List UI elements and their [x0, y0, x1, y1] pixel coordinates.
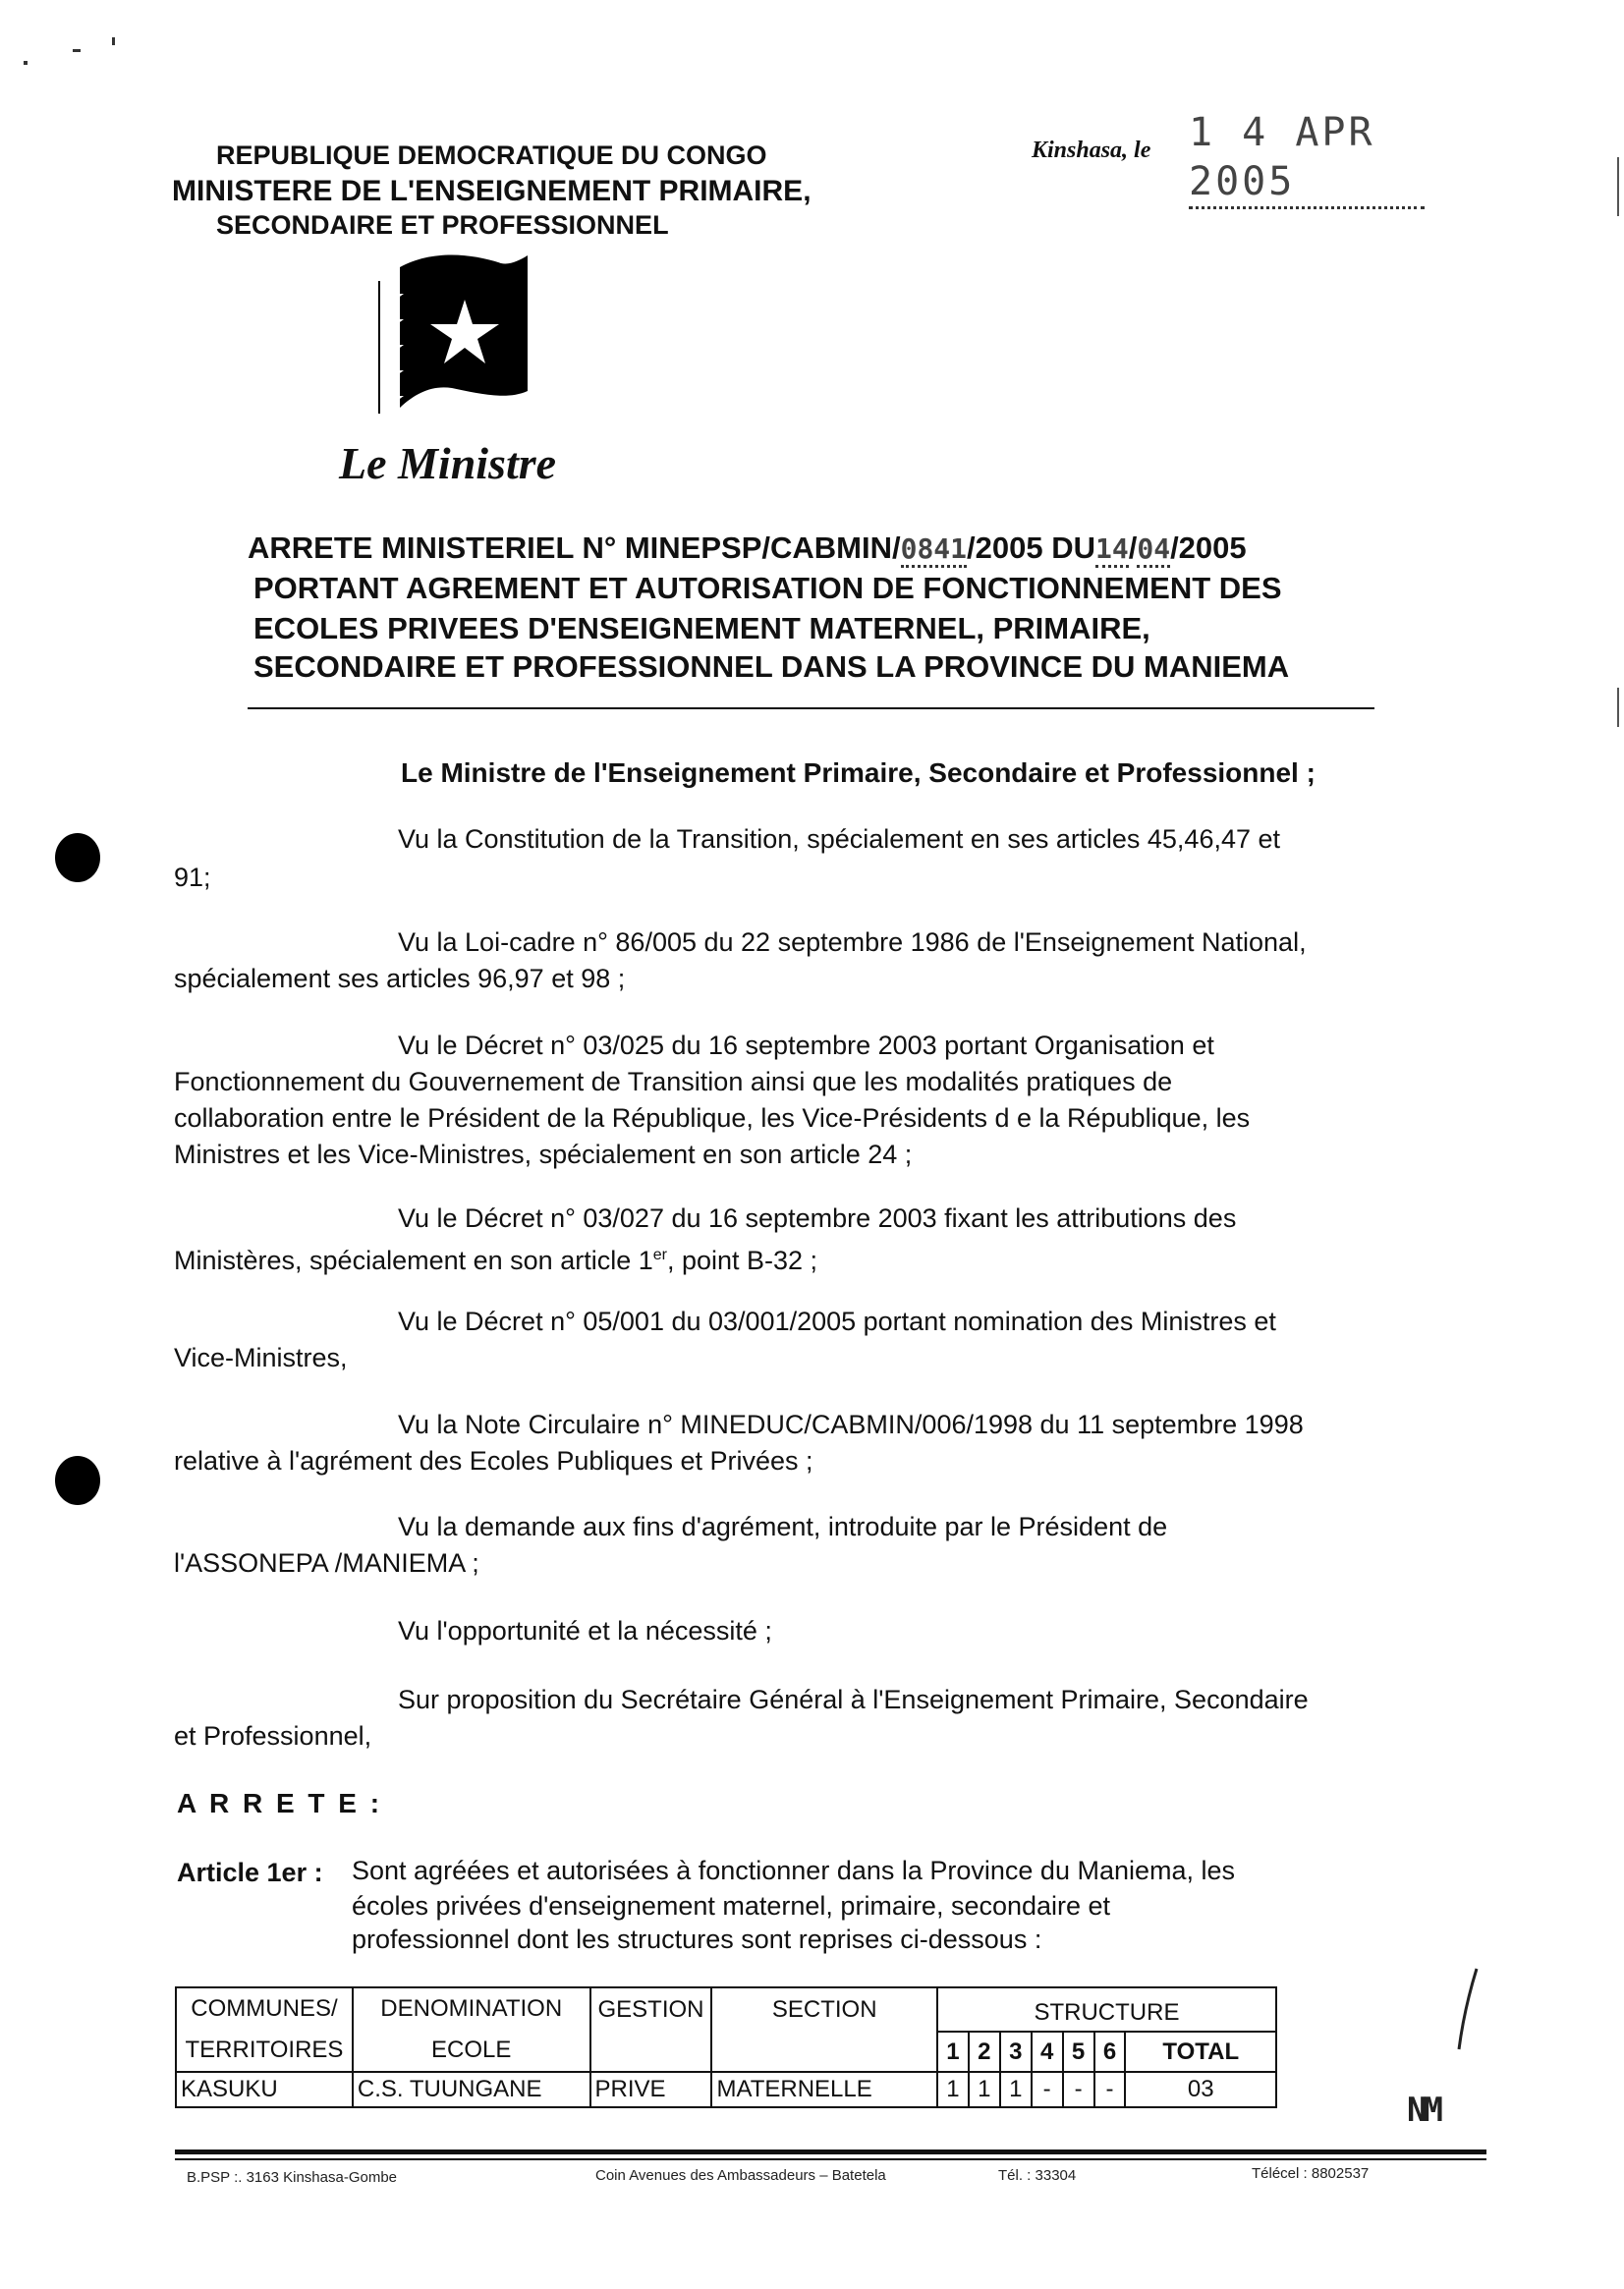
footer-telecel: Télécel : 8802537 — [1252, 2165, 1370, 2182]
visa-note-circulaire: Vu la Note Circulaire n° MINEDUC/CABMIN/006/1998 du 11 septembre 1998 relative à l'agrément des Ecoles Publiques et Privées ; — [174, 1410, 1304, 1476]
cell-section: MATERNELLE — [711, 2072, 936, 2107]
cell-level-2: 1 — [969, 2072, 1000, 2107]
republic-name: REPUBLIQUE DEMOCRATIQUE DU CONGO — [216, 140, 767, 170]
header-communes: COMMUNES/ TERRITOIRES — [176, 1987, 353, 2072]
scan-speck — [24, 61, 28, 65]
decree-title-line4: SECONDAIRE ET PROFESSIONNEL DANS LA PROVINCE DU MANIEMA — [253, 649, 1290, 684]
visa-demande: Vu la demande aux fins d'agrément, introduite par le Président de l'ASSONEPA /MANIEMA ; — [174, 1512, 1168, 1578]
ministry-name-2: SECONDAIRE ET PROFESSIONNEL — [216, 210, 669, 240]
footer-rule-thin — [175, 2158, 1486, 2160]
decree-month-handwritten: 04 — [1137, 532, 1170, 568]
header-denomination: DENOMINATION ECOLE — [353, 1987, 590, 2072]
article-1-text: Sont agréées et autorisées à fonctionner dans la Province du Maniema, les écoles privées d'enseignement maternel, primaire, secondaire et professionnel dont les structures sont reprises ci-dessous : — [352, 1856, 1236, 1954]
visa-proposition: Sur proposition du Secrétaire Général à l'Enseignement Primaire, Secondaire et Professionnel, — [174, 1685, 1309, 1751]
header-level-1: 1 — [937, 2032, 969, 2072]
header-level-3: 3 — [1000, 2032, 1032, 2072]
header-structure: STRUCTURE — [937, 1987, 1276, 2032]
cell-level-5: - — [1063, 2072, 1094, 2107]
visa-decret-03-027: Vu le Décret n° 03/027 du 16 septembre 2003 fixant les attributions des Ministères, spécialement en son article 1er, point B-32 ; — [174, 1203, 1237, 1275]
punch-hole — [55, 1456, 100, 1505]
visa-opportunite: Vu l'opportunité et la nécessité ; — [398, 1616, 772, 1646]
header-gestion: GESTION — [590, 1987, 712, 2072]
visa-decret-03-025: Vu le Décret n° 03/025 du 16 septembre 2003 portant Organisation et Fonctionnement du Gouvernement de Transition ainsi que les modalités pratiques de collaboration entre le Président de la République, les Vice-Présidents d e la République, les Ministres et les Vice-Ministres, spécialement en son article 24 ; — [174, 1031, 1251, 1169]
ministry-name: MINISTERE DE L'ENSEIGNEMENT PRIMAIRE, — [172, 175, 812, 207]
initials-handwritten: NM — [1407, 2091, 1439, 2130]
visa-constitution: Vu la Constitution de la Transition, spécialement en ses articles 45,46,47 et 91; — [174, 824, 1281, 892]
cell-gestion: PRIVE — [590, 2072, 712, 2107]
header-section: SECTION — [711, 1987, 936, 2072]
header-level-5: 5 — [1063, 2032, 1094, 2072]
decree-number-handwritten: 0841 — [901, 532, 967, 568]
place-label: Kinshasa, le — [1032, 138, 1151, 163]
cell-ecole: C.S. TUUNGANE — [353, 2072, 590, 2107]
arrete-heading: A R R E T E : — [177, 1788, 383, 1818]
initials-handwritten-mark — [1400, 1965, 1488, 2053]
header-level-6: 6 — [1094, 2032, 1126, 2072]
decree-title-line3: ECOLES PRIVEES D'ENSEIGNEMENT MATERNEL, PRIMAIRE, — [253, 611, 1150, 645]
header-total: TOTAL — [1125, 2032, 1276, 2072]
title-divider — [248, 707, 1374, 709]
scan-edge-mark — [1617, 157, 1619, 216]
cell-level-3: 1 — [1000, 2072, 1032, 2107]
header-level-4: 4 — [1032, 2032, 1063, 2072]
cell-total: 03 — [1125, 2072, 1276, 2107]
schools-structure-table — [175, 1986, 1277, 2108]
cell-level-6: - — [1094, 2072, 1126, 2107]
cell-commune: KASUKU — [176, 2072, 353, 2107]
intro-line: Le Ministre de l'Enseignement Primaire, Secondaire et Professionnel ; — [401, 757, 1316, 788]
date-handwritten: 1 4 APR 2005 — [1189, 108, 1425, 209]
cell-level-1: 1 — [937, 2072, 969, 2107]
scan-speck — [112, 37, 115, 45]
article-1-label: Article 1er : — [177, 1858, 323, 1887]
visa-decret-05-001: Vu le Décret n° 05/001 du 03/001/2005 portant nomination des Ministres et Vice-Ministres, — [174, 1307, 1276, 1372]
footer-bp: B.PSP :. 3163 Kinshasa-Gombe — [187, 2169, 398, 2186]
scan-edge-mark — [1617, 688, 1619, 727]
footer-rule-thick — [175, 2149, 1486, 2154]
drc-flag-emblem-icon — [378, 246, 535, 422]
visa-loi-cadre: Vu la Loi-cadre n° 86/005 du 22 septembre 1986 de l'Enseignement National, spécialement ses articles 96,97 et 98 ; — [174, 927, 1307, 993]
decree-day-handwritten: 14 — [1095, 532, 1129, 568]
table-row — [176, 2072, 1276, 2107]
signatory-title: Le Ministre — [339, 438, 557, 488]
footer-tel: Tél. : 33304 — [998, 2167, 1077, 2184]
header-level-2: 2 — [969, 2032, 1000, 2072]
cell-level-4: - — [1032, 2072, 1063, 2107]
decree-title-line2: PORTANT AGREMENT ET AUTORISATION DE FONCTIONNEMENT DES — [253, 571, 1282, 605]
punch-hole — [55, 833, 100, 882]
scan-speck — [73, 49, 81, 52]
decree-title-line1: ARRETE MINISTERIEL N° MINEPSP/CABMIN/0841/2005 DU14/04/2005 — [248, 529, 1247, 569]
footer-address: Coin Avenues des Ambassadeurs – Batetela — [595, 2167, 886, 2184]
